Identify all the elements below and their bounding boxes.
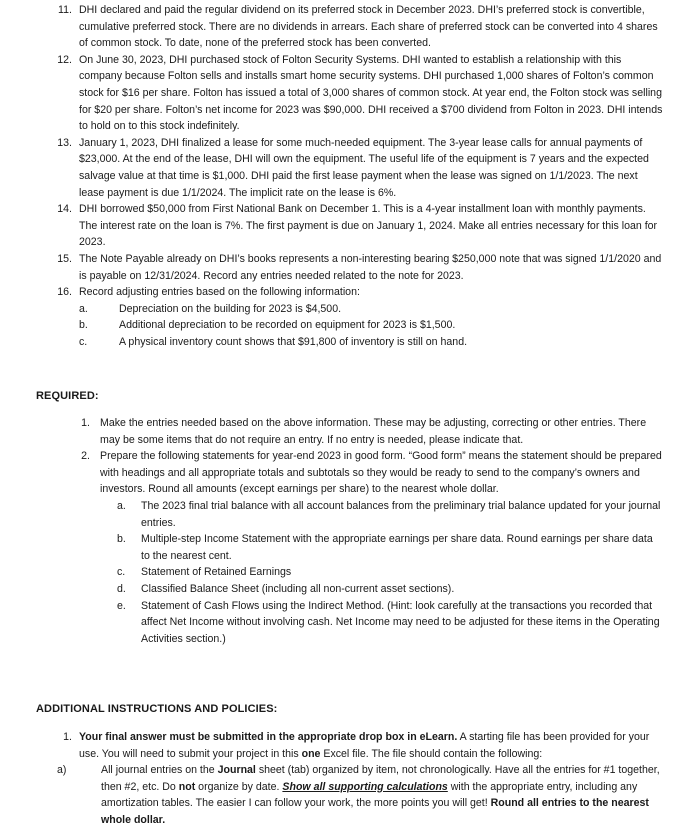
item-number: 1. bbox=[63, 731, 72, 743]
transaction-list bbox=[0, 2, 694, 350]
list-item bbox=[0, 2, 694, 52]
item-text: A starting file has been provided for your use. You will need to submit your project in this bbox=[79, 731, 650, 760]
item-letter: e. bbox=[117, 599, 126, 612]
submission-list bbox=[57, 762, 664, 828]
list-item bbox=[100, 531, 664, 564]
list-item bbox=[0, 201, 694, 251]
list-item bbox=[100, 498, 664, 531]
emphasis-text: Show all supporting calculations bbox=[282, 780, 448, 793]
item-letter: a) bbox=[57, 764, 67, 777]
list-item bbox=[0, 284, 694, 350]
item-text: Additional depreciation to be recorded on equipment for 2023 is $1,500. bbox=[119, 319, 456, 332]
item-letter: a. bbox=[117, 499, 126, 512]
emphasis-text: one bbox=[301, 747, 321, 760]
item-number: 11. bbox=[58, 4, 72, 16]
item-text: All journal entries on the bbox=[101, 764, 218, 777]
item-number: 13. bbox=[57, 136, 72, 149]
list-item bbox=[0, 448, 694, 647]
list-item bbox=[0, 251, 694, 284]
item-letter: d. bbox=[117, 582, 126, 595]
statement-list bbox=[100, 498, 664, 647]
item-text: Statement of Cash Flows using the Indirect Method. (Hint: look carefully at the transactions you recorded that affect Net Income without involving cash. Net Income may need to be adjusted for these items in the Operating Activities section.) bbox=[141, 599, 660, 645]
item-number: 15. bbox=[57, 252, 72, 265]
list-item bbox=[79, 334, 664, 351]
item-letter: a. bbox=[79, 302, 88, 315]
list-item bbox=[57, 762, 664, 828]
emphasis-text: Journal bbox=[217, 764, 256, 777]
item-text: sheet (tab) organized by item, not chronologically. Have all the entries for #1 together, then #2, etc. Do bbox=[101, 764, 660, 793]
list-item bbox=[79, 317, 664, 334]
item-text: The Note Payable already on DHI’s books represents a non-interesting bearing $250,000 note that was signed 1/1/2020 and is payable on 12/31/2024. Record any entries needed related to the note for 2023. bbox=[79, 252, 662, 282]
list-item bbox=[0, 415, 694, 448]
required-heading: REQUIRED: bbox=[36, 390, 99, 402]
item-text: January 1, 2023, DHI finalized a lease for some much-needed equipment. The 3-year lease calls for annual payments of $23,000. At the end of the lease, DHI will own the equipment. The useful life of the equipment is 7 years and the expected salvage value at that time is $1,000. DHI paid the first lease payment when the lease was signed on 1/1/2023. The next lease payment is due 1/1/2024. The implicit rate on the lease is 6%. bbox=[79, 136, 649, 199]
item-text: organize by date. bbox=[195, 780, 283, 793]
item-number: 1. bbox=[81, 417, 90, 429]
item-text: Make the entries needed based on the above information. These may be adjusting, correcting or other entries. There may be some items that do not require an entry. If no entry is needed, please indicate that. bbox=[100, 417, 647, 446]
item-text: Prepare the following statements for year-end 2023 in good form. “Good form” means the statement should be prepared with headings and all appropriate totals and subtotals so they would be ready to send to the company’s owners and investors. Round all amounts (except earnings per share) to the nearest whole dollar. bbox=[100, 450, 662, 496]
item-text: A physical inventory count shows that $91,800 of inventory is still on hand. bbox=[119, 335, 468, 348]
additional-heading: ADDITIONAL INSTRUCTIONS AND POLICIES: bbox=[36, 703, 278, 715]
item-letter: c. bbox=[117, 566, 126, 579]
item-text: Multiple-step Income Statement with the appropriate earnings per share data. Round earnings per share data to the nearest cent. bbox=[141, 533, 653, 562]
item-number: 2. bbox=[81, 450, 90, 463]
item-text: DHI declared and paid the regular dividend on its preferred stock in December 2023. DHI’s preferred stock is convertible, cumulative preferred stock. There are no dividends in arrears. Each share of preferred stock can be converted into 4 shares of common stock. To date, none of the preferred stock has been converted. bbox=[79, 4, 658, 50]
item-text: On June 30, 2023, DHI purchased stock of Folton Security Systems. DHI wanted to establish a relationship with this company because Folton sells and installs smart home security systems. DHI purchased 1,000 shares of Folton’s common stock for $16 per share. Folton has issued a total of 3,000 shares of common stock. At year end, the Folton stock was selling for $20 per share. Folton’s net income for 2023 was $90,000. DHI received a $700 dividend from Folton in 2023. DHI intends to hold on to this stock indefinitely. bbox=[79, 53, 663, 133]
item-text: Record adjusting entries based on the following information: bbox=[79, 286, 360, 299]
item-text: Excel file. The file should contain the following: bbox=[320, 747, 543, 760]
list-item bbox=[100, 598, 664, 648]
emphasis-text: Round all entries to the nearest whole dollar. bbox=[101, 797, 649, 826]
item-text: with the appropriate entry, including any amortization tables. The easier I can follow your work, the more points you will get! bbox=[101, 780, 638, 810]
item-number: 16. bbox=[57, 286, 72, 299]
item-text: Classified Balance Sheet (including all non-current asset sections). bbox=[141, 582, 455, 595]
list-item bbox=[0, 52, 694, 135]
item-text: Depreciation on the building for 2023 is $4,500. bbox=[119, 302, 342, 315]
item-letter: b. bbox=[117, 533, 126, 546]
item-text: DHI borrowed $50,000 from First National Bank on December 1. This is a 4-year installment loan with monthly payments. The interest rate on the loan is 7%. The first payment is due on January 1, 2024. Make all entries necessary for this loan for 2023. bbox=[79, 203, 658, 249]
list-item bbox=[100, 564, 664, 581]
list-item bbox=[100, 581, 664, 598]
item-number: 14. bbox=[57, 203, 72, 216]
adjustment-list bbox=[79, 301, 664, 351]
list-item bbox=[0, 729, 694, 829]
bold-lead-text: Your final answer must be submitted in the appropriate drop box in eLearn. bbox=[79, 731, 458, 743]
item-letter: b. bbox=[79, 319, 88, 332]
item-letter: c. bbox=[79, 335, 88, 348]
item-text: Statement of Retained Earnings bbox=[141, 566, 292, 579]
list-item bbox=[79, 301, 664, 318]
list-item bbox=[0, 135, 694, 201]
item-text: The 2023 final trial balance with all account balances from the preliminary trial balance updated for your journal entries. bbox=[141, 499, 661, 529]
emphasis-text: not bbox=[178, 780, 196, 793]
required-list bbox=[0, 415, 694, 647]
additional-list bbox=[0, 729, 694, 829]
item-number: 12. bbox=[57, 53, 72, 66]
